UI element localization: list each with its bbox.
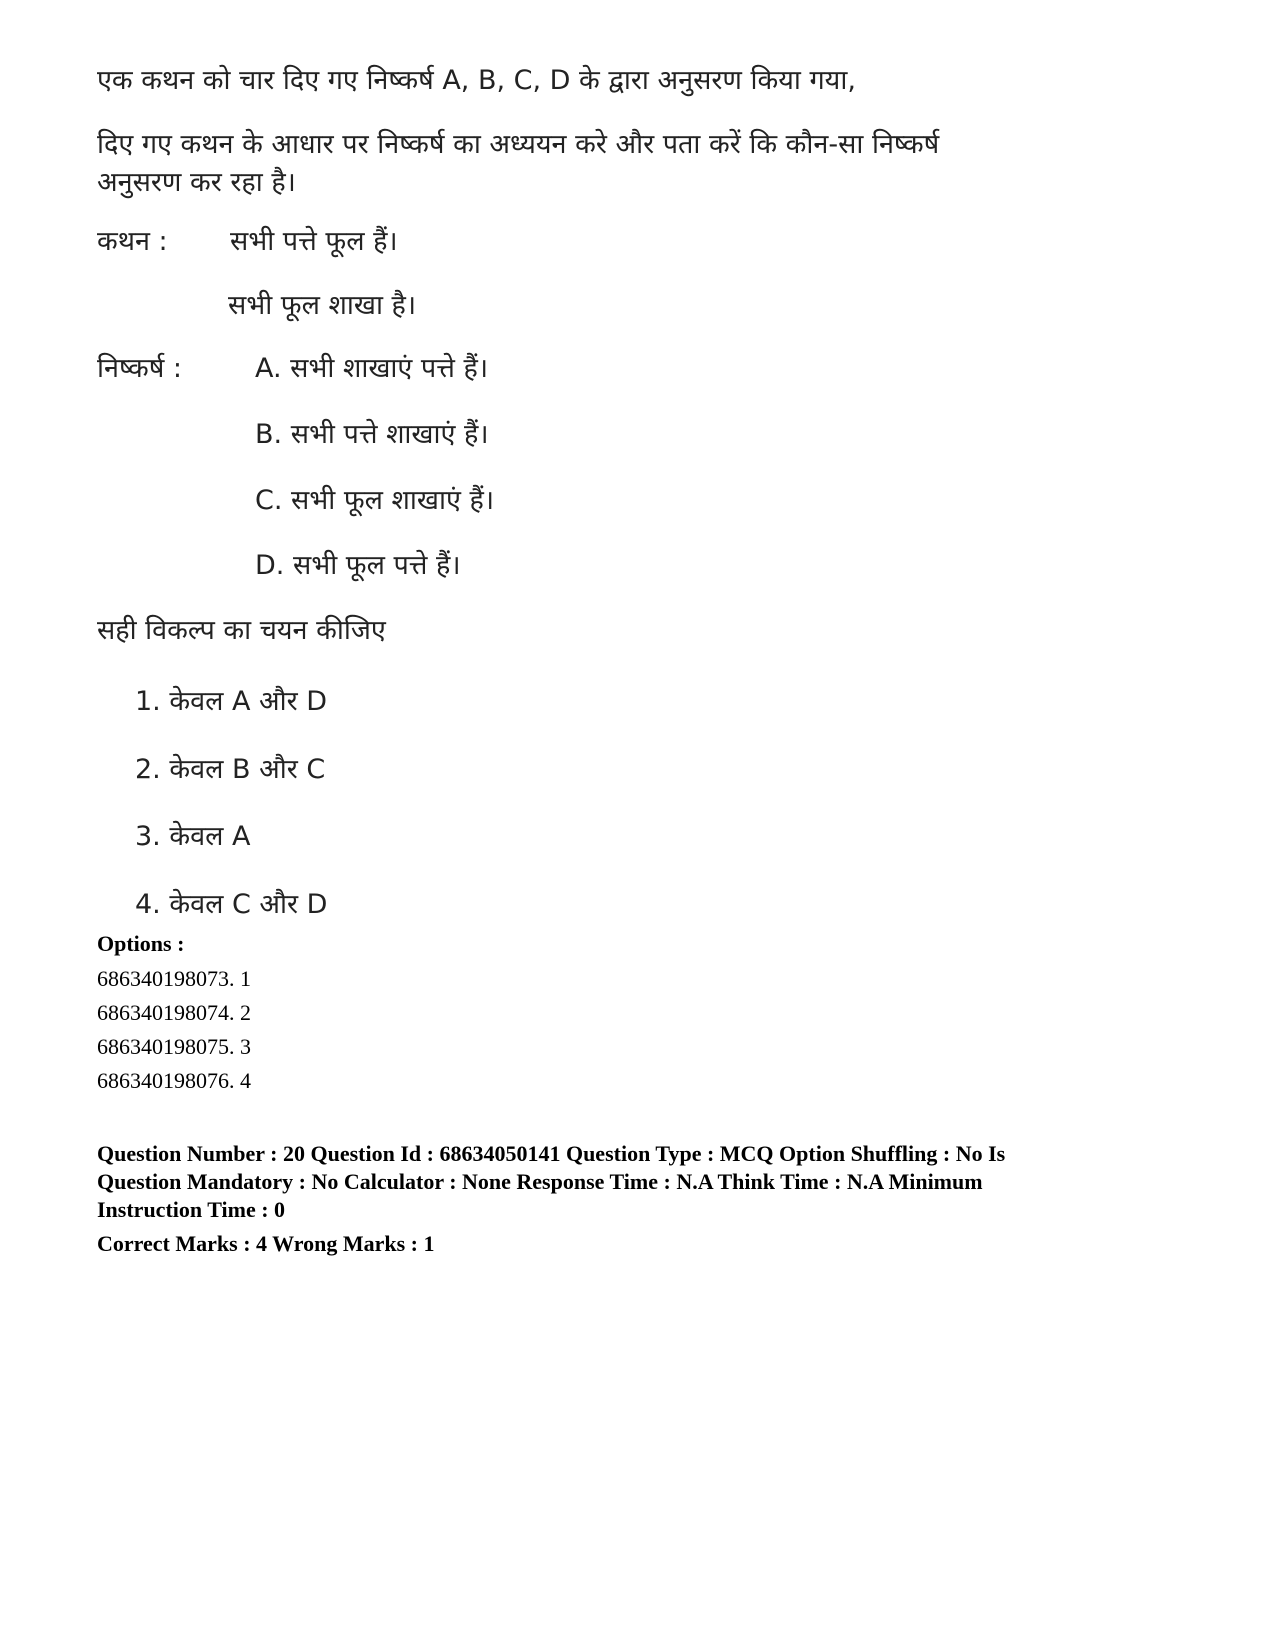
- conclusion-a: A. सभी शाखाएं पत्ते हैं।: [255, 353, 489, 384]
- option-id-1: 686340198073. 1: [97, 966, 251, 991]
- conclusion-b: B. सभी पत्ते शाखाएं हैं।: [255, 419, 489, 450]
- conclusion-label: निष्कर्ष :: [97, 353, 182, 384]
- marks-info: Correct Marks : 4 Wrong Marks : 1: [97, 1231, 435, 1256]
- question-meta-line-2: Question Mandatory : No Calculator : None Response Time : N.A Think Time : N.A Minimum: [97, 1169, 983, 1194]
- options-label: Options :: [97, 931, 185, 956]
- statement-2: सभी फूल शाखा है।: [228, 290, 417, 321]
- answer-choice-1: 1. केवल A और D: [135, 686, 328, 717]
- question-intro-line-3: अनुसरण कर रहा है।: [97, 167, 296, 198]
- statement-label: कथन :: [97, 226, 168, 257]
- conclusion-c: C. सभी फूल शाखाएं हैं।: [255, 485, 495, 516]
- question-intro-line-2: दिए गए कथन के आधार पर निष्कर्ष का अध्ययन करे और पता करें कि कौन-सा निष्कर्ष: [97, 129, 940, 160]
- answer-choice-3: 3. केवल A: [135, 821, 251, 852]
- option-id-4: 686340198076. 4: [97, 1068, 251, 1093]
- choose-option-prompt: सही विकल्प का चयन कीजिए: [97, 615, 386, 646]
- question-intro-line-1: एक कथन को चार दिए गए निष्कर्ष A, B, C, D के द्वारा अनुसरण किया गया,: [97, 65, 856, 96]
- answer-choice-4: 4. केवल C और D: [135, 889, 328, 920]
- question-meta-line-1: Question Number : 20 Question Id : 68634050141 Question Type : MCQ Option Shuffling : No Is: [97, 1141, 1006, 1166]
- answer-choice-2: 2. केवल B और C: [135, 754, 326, 785]
- question-meta-line-3: Instruction Time : 0: [97, 1197, 286, 1222]
- statement-1: सभी पत्ते फूल हैं।: [230, 226, 398, 257]
- option-id-3: 686340198075. 3: [97, 1034, 251, 1059]
- option-id-2: 686340198074. 2: [97, 1000, 251, 1025]
- conclusion-d: D. सभी फूल पत्ते हैं।: [255, 550, 461, 581]
